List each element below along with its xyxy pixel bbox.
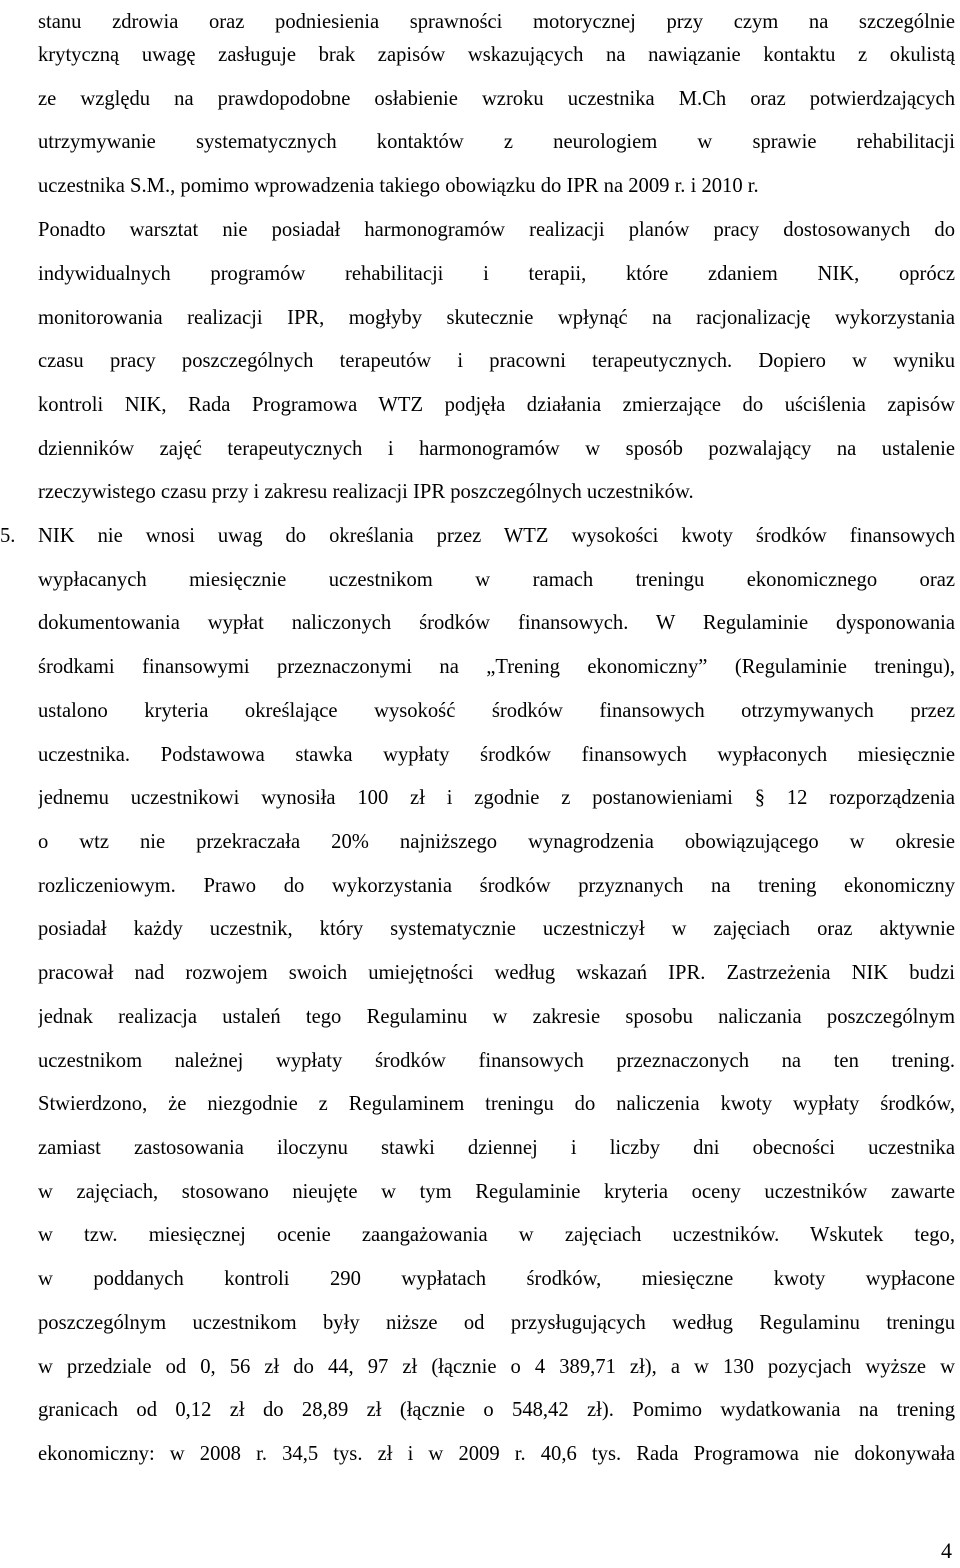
text-line: czasu pracy poszczególnych terapeutów i pracowni terapeutycznych. Dopiero w wyniku: [38, 350, 955, 372]
text-line: jednemu uczestnikowi wynosiła 100 zł i zgodnie z postanowieniami § 12 rozporządzenia: [38, 787, 955, 809]
text-line: indywidualnych programów rehabilitacji i terapii, które zdaniem NIK, oprócz: [38, 263, 955, 285]
text-line: stanu zdrowia oraz podniesienia sprawności motorycznej przy czym na szczególnie: [38, 11, 955, 33]
text-line: Ponadto warsztat nie posiadał harmonogramów realizacji planów pracy dostosowanych do: [38, 219, 955, 241]
text-line: ekonomiczny: w 2008 r. 34,5 tys. zł i w 2009 r. 40,6 tys. Rada Programowa nie dokonywała: [38, 1443, 955, 1465]
text-line: rzeczywistego czasu przy i zakresu realizacji IPR poszczególnych uczestników.: [38, 481, 694, 503]
text-line: w poddanych kontroli 290 wypłatach środków, miesięczne kwoty wypłacone: [38, 1268, 955, 1290]
text-line: krytyczną uwagę zasługuje brak zapisów wskazujących na nawiązanie kontaktu z okulistą: [38, 44, 955, 66]
text-line: uczestnika S.M., pomimo wprowadzenia takiego obowiązku do IPR na 2009 r. i 2010 r.: [38, 175, 759, 197]
list-marker: 5.: [0, 525, 16, 547]
text-line: rozliczeniowym. Prawo do wykorzystania środków przyznanych na trening ekonomiczny: [38, 875, 955, 897]
text-line: ustalono kryteria określające wysokość środków finansowych otrzymywanych przez: [38, 700, 955, 722]
text-line: kontroli NIK, Rada Programowa WTZ podjęła działania zmierzające do uściślenia zapisów: [38, 394, 955, 416]
text-line: w zajęciach, stosowano nieujęte w tym Regulaminie kryteria oceny uczestników zawarte: [38, 1181, 955, 1203]
text-line: ze względu na prawdopodobne osłabienie wzroku uczestnika M.Ch oraz potwierdzających: [38, 88, 955, 110]
text-line: dokumentowania wypłat naliczonych środków finansowych. W Regulaminie dysponowania: [38, 612, 955, 634]
text-line: NIK nie wnosi uwag do określania przez WTZ wysokości kwoty środków finansowych: [38, 525, 955, 547]
text-line: jednak realizacja ustaleń tego Regulaminu w zakresie sposobu naliczania poszczególnym: [38, 1006, 955, 1028]
text-line: dzienników zajęć terapeutycznych i harmonogramów w sposób pozwalający na ustalenie: [38, 438, 955, 460]
text-line: wypłacanych miesięcznie uczestnikom w ramach treningu ekonomicznego oraz: [38, 569, 955, 591]
text-line: Stwierdzono, że niezgodnie z Regulaminem treningu do naliczenia kwoty wypłaty środków,: [38, 1093, 955, 1115]
text-line: uczestnika. Podstawowa stawka wypłaty środków finansowych wypłaconych miesięcznie: [38, 744, 955, 766]
text-line: posiadał każdy uczestnik, który systematycznie uczestniczył w zajęciach oraz aktywnie: [38, 918, 955, 940]
text-line: w przedziale od 0, 56 zł do 44, 97 zł (łącznie o 4 389,71 zł), a w 130 pozycjach wyższe w: [38, 1356, 955, 1378]
text-line: środkami finansowymi przeznaczonymi na „Trening ekonomiczny” (Regulaminie treningu),: [38, 656, 955, 678]
text-line: zamiast zastosowania iloczynu stawki dziennej i liczby dni obecności uczestnika: [38, 1137, 955, 1159]
text-line: o wtz nie przekraczała 20% najniższego wynagrodzenia obowiązującego w okresie: [38, 831, 955, 853]
text-line: utrzymywanie systematycznych kontaktów z neurologiem w sprawie rehabilitacji: [38, 131, 955, 153]
page-number: 4: [941, 1538, 952, 1563]
text-line: pracował nad rozwojem swoich umiejętności według wskazań IPR. Zastrzeżenia NIK budzi: [38, 962, 955, 984]
text-line: w tzw. miesięcznej ocenie zaangażowania w zajęciach uczestników. Wskutek tego,: [38, 1224, 955, 1246]
text-line: uczestnikom należnej wypłaty środków finansowych przeznaczonych na ten trening.: [38, 1050, 955, 1072]
text-line: poszczególnym uczestnikom były niższe od przysługujących według Regulaminu treningu: [38, 1312, 955, 1334]
text-line: granicach od 0,12 zł do 28,89 zł (łącznie o 548,42 zł). Pomimo wydatkowania na trening: [38, 1399, 955, 1421]
text-line: monitorowania realizacji IPR, mogłyby skutecznie wpłynąć na racjonalizację wykorzystania: [38, 307, 955, 329]
